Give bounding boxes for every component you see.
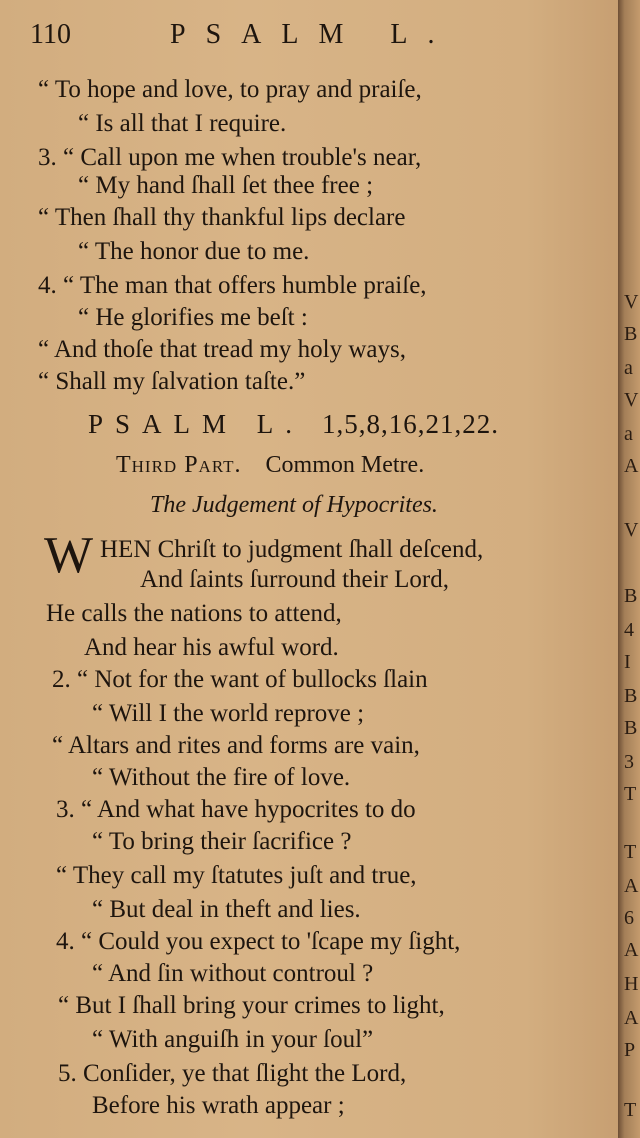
part-heading (116, 449, 424, 481)
margin-letter: H (624, 973, 639, 995)
margin-letter: V (624, 291, 639, 313)
hymn-line: “ Altars and rites and forms are vain, (52, 732, 420, 759)
hymn-line: “ Then ſhall thy thankful lips declare (38, 204, 406, 231)
hymn-line: 3. “ And what have hypocrites to do (56, 796, 416, 823)
hymn-line: 3. “ Call upon me when trouble's near, (38, 144, 422, 171)
margin-letter: I (624, 651, 631, 673)
hymn-line: Before his wrath appear ; (92, 1092, 345, 1119)
part-label: Third Part. (116, 452, 242, 478)
hymn-line: “ With anguiſh in your ſoul” (92, 1026, 374, 1053)
hymn-line: 2. “ Not for the want of bullocks ſlain (52, 666, 428, 693)
margin-letter: A (624, 939, 639, 961)
page-number: 110 (30, 19, 71, 50)
margin-letter: A (624, 1007, 639, 1029)
hymn-subtitle: The Judgement of Hypocrites. (150, 492, 438, 518)
margin-letter: 3 (624, 751, 634, 773)
margin-letter: V (624, 519, 639, 541)
hymn-line: “ Shall my ſalvation taſte.” (38, 368, 306, 395)
hymn-line: “ Is all that I require. (78, 110, 287, 137)
hymn-line: HEN Chriſt to judgment ſhall deſcend, (100, 536, 484, 563)
hymn-line: “ They call my ſtatutes juſt and true, (56, 862, 417, 889)
running-title: PSALM L. (170, 19, 455, 50)
facing-page-edge (618, 0, 640, 1138)
margin-letter: T (624, 783, 637, 805)
psalm-heading (88, 406, 499, 442)
margin-letter: B (624, 585, 638, 607)
margin-letter: A (624, 875, 639, 897)
drop-cap: W (44, 527, 94, 584)
hymn-line: 4. “ The man that offers humble praiſe, (38, 272, 427, 299)
hymn-line: 4. “ Could you expect to 'ſcape my ſight, (56, 928, 461, 955)
hymn-line: He calls the nations to attend, (46, 600, 342, 627)
margin-letter: B (624, 717, 638, 739)
hymn-line: “ But I ſhall bring your crimes to light, (58, 992, 445, 1019)
psalm-heading-title: PSALM L. (88, 409, 305, 439)
page-header (30, 18, 590, 52)
hymn-line: And ſaints ſurround their Lord, (140, 566, 449, 593)
margin-letter: T (624, 1099, 637, 1121)
psalm-heading-verses: 1,5,8,16,21,22. (322, 409, 500, 439)
hymn-line: “ But deal in theft and lies. (92, 896, 361, 923)
margin-letter: a (624, 423, 633, 445)
margin-letter: A (624, 455, 639, 477)
hymn-line: “ And thoſe that tread my holy ways, (38, 336, 406, 363)
hymn-line: “ The honor due to me. (78, 238, 310, 265)
hymn-line: “ Will I the world reprove ; (92, 700, 365, 727)
margin-letter: B (624, 323, 638, 345)
margin-letter: V (624, 389, 639, 411)
margin-letter: T (624, 841, 637, 863)
margin-letter: P (624, 1039, 636, 1061)
margin-letter: 6 (624, 907, 634, 929)
hymn-line: “ My hand ſhall ſet thee free ; (78, 172, 374, 199)
hymn-line: And hear his awful word. (84, 634, 339, 661)
hymn-line: 5. Conſider, ye that ſlight the Lord, (58, 1060, 407, 1087)
margin-letter: B (624, 685, 638, 707)
hymn-line: “ To hope and love, to pray and praiſe, (38, 76, 422, 103)
metre-label: Common Metre. (265, 452, 425, 478)
hymn-line: “ Without the fire of love. (92, 764, 351, 791)
hymn-line: “ To bring their ſacrifice ? (92, 828, 352, 855)
hymn-line: “ And ſin without controul ? (92, 960, 374, 987)
margin-letter: 4 (624, 619, 634, 641)
margin-letter: a (624, 357, 633, 379)
hymn-line: “ He glorifies me beſt : (78, 304, 308, 331)
